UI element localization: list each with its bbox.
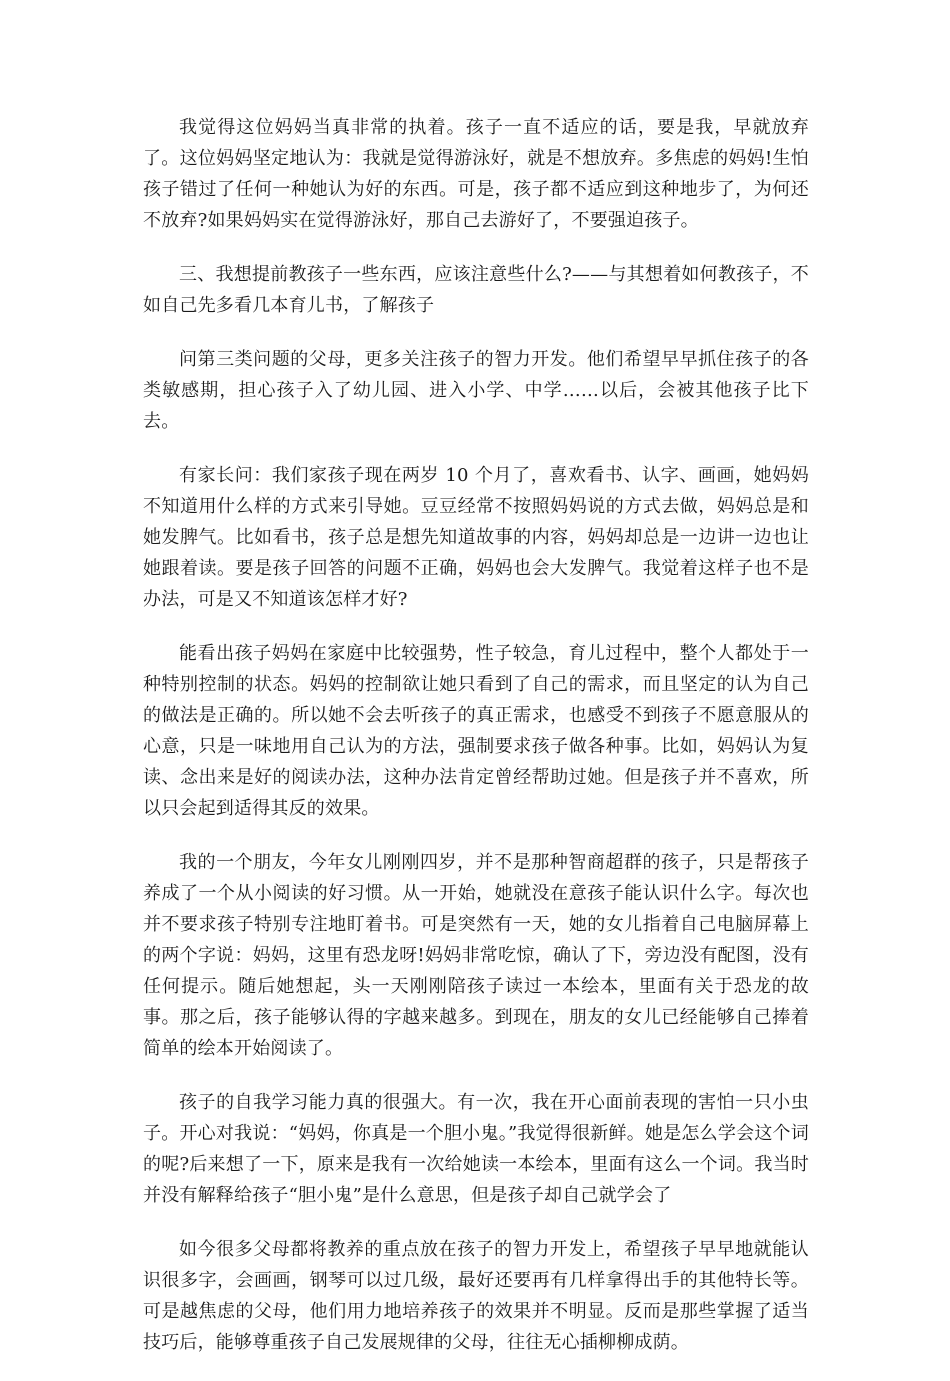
paragraph-friend-daughter: 我的一个朋友，今年女儿刚刚四岁，并不是那种智商超群的孩子，只是帮孩子养成了一个从小阅读的好习惯。从一开始，她就没在意孩子能认识什么字。每次也并不要求孩子特别专注地盯着书。可是突然有一天，她的女儿指着自己电脑屏幕上的两个字说：妈妈，这里有恐龙呀!妈妈非常吃惊，确认了下，旁边没有配图，没有任何提示。随后她想起，头一天刚刚陪孩子读过一本绘本，里面有关于恐龙的故事。那之后，孩子能够认得的字越来越多。到现在，朋友的女儿已经能够自己捧着简单的绘本开始阅读了。 [143,852,809,1059]
paragraph-parent-question: 有家长问：我们家孩子现在两岁 10 个月了，喜欢看书、认字、画画，她妈妈不知道用什么样的方式来引导她。豆豆经常不按照妈妈说的方式去做，妈妈总是和她发脾气。比如看书，孩子总是想先知道故事的内容，妈妈却总是一边讲一边也让她跟着读。要是孩子回答的问题不正确，妈妈也会大发脾气。我觉着这样子也不是办法，可是又不知道该怎样才好? [143,465,809,610]
paragraph-self-learning: 孩子的自我学习能力真的很强大。有一次，我在开心面前表现的害怕一只小虫子。开心对我说：“妈妈，你真是一个胆小鬼。”我觉得很新鲜。她是怎么学会这个词的呢?后来想了一下，原来是我有一次给她读一本绘本，里面有这么一个词。我当时并没有解释给孩子“胆小鬼”是什么意思，但是孩子却自己就学会了 [143,1092,809,1206]
document-body [143,112,809,1381]
paragraph-intellectual-development: 问第三类问题的父母，更多关注孩子的智力开发。他们希望早早抓住孩子的各类敏感期，担心孩子入了幼儿园、进入小学、中学……以后，会被其他孩子比下去。 [143,349,809,432]
section-heading-teaching-in-advance: 三、我想提前教孩子一些东西，应该注意些什么?——与其想着如何教孩子，不如自己先多看几本育儿书，了解孩子 [143,264,809,316]
paragraph-conclusion: 如今很多父母都将教养的重点放在孩子的智力开发上，希望孩子早早地就能认识很多字，会画画，钢琴可以过几级，最好还要再有几样拿得出手的其他特长等。可是越焦虑的父母，他们用力地培养孩子的效果并不明显。反而是那些掌握了适当技巧后，能够尊重孩子自己发展规律的父母，往往无心插柳柳成荫。 [143,1239,809,1353]
paragraph-controlling-mother: 能看出孩子妈妈在家庭中比较强势，性子较急，育儿过程中，整个人都处于一种特别控制的状态。妈妈的控制欲让她只看到了自己的需求，而且坚定的认为自己的做法是正确的。所以她不会去听孩子的真正需求，也感受不到孩子不愿意服从的心意，只是一味地用自己认为的方法，强制要求孩子做各种事。比如，妈妈认为复读、念出来是好的阅读办法，这种办法肯定曾经帮助过她。但是孩子并不喜欢，所以只会起到适得其反的效果。 [143,643,809,819]
paragraph-persistent-mother: 我觉得这位妈妈当真非常的执着。孩子一直不适应的话，要是我，早就放弃了。这位妈妈坚定地认为：我就是觉得游泳好，就是不想放弃。多焦虑的妈妈!生怕孩子错过了任何一种她认为好的东西。可是，孩子都不适应到这种地步了，为何还不放弃?如果妈妈实在觉得游泳好，那自己去游好了，不要强迫孩子。 [143,117,809,231]
